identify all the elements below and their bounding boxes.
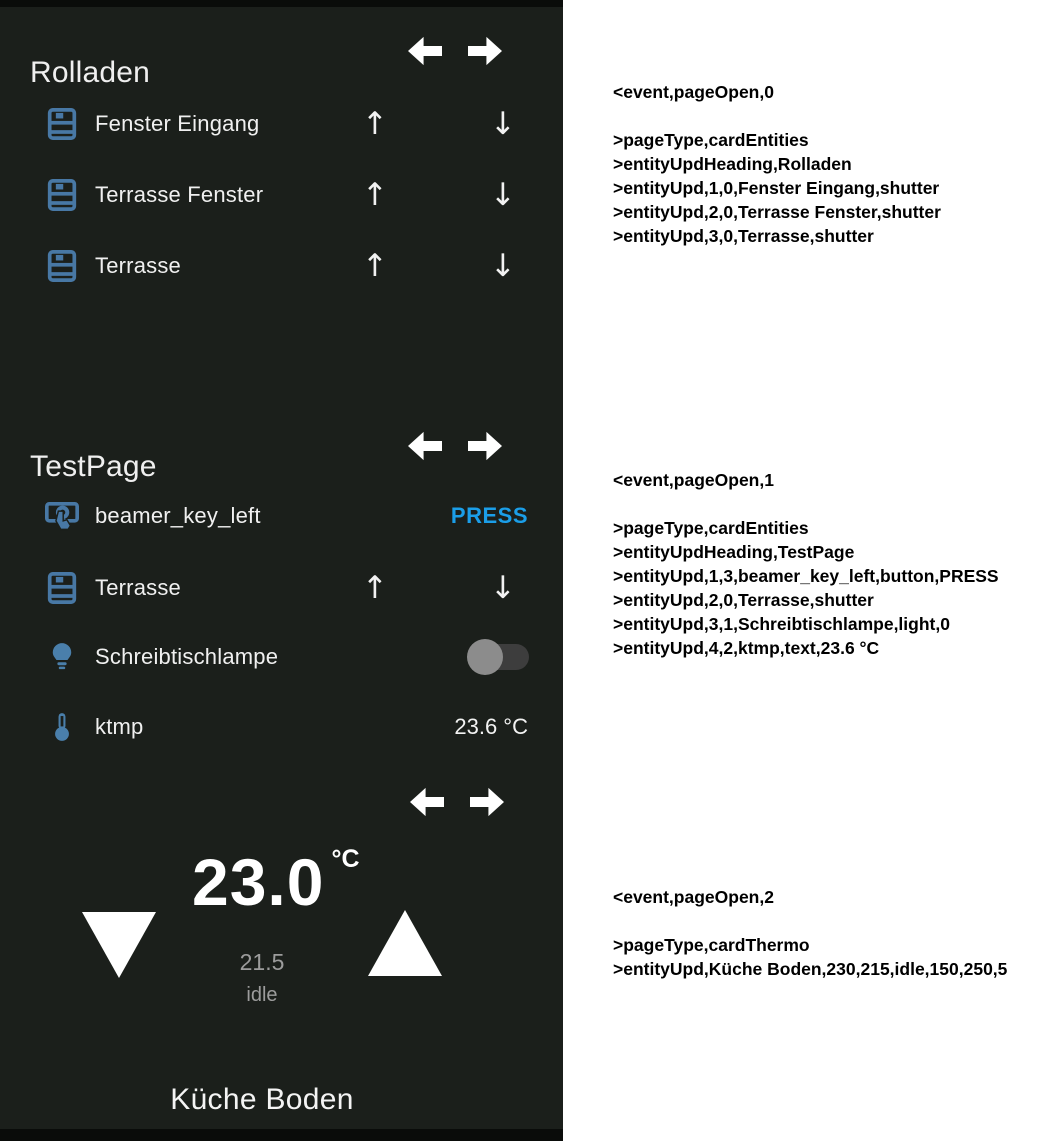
log-event-line: <event,pageOpen,1 — [613, 470, 774, 490]
arrow-right-icon — [470, 787, 504, 817]
arrow-left-icon — [408, 431, 442, 461]
log-line: >entityUpd,1,3,beamer_key_left,button,PRESS — [613, 566, 999, 586]
shutter-stop-button[interactable] — [418, 244, 458, 288]
window-shutter-icon — [44, 569, 80, 607]
entity-name: Schreibtischlampe — [95, 644, 279, 669]
entity-name: Fenster Eingang — [95, 111, 260, 136]
temperature-unit: °C — [331, 845, 360, 873]
entity-name: Terrasse Fenster — [95, 182, 264, 207]
entity-row — [0, 244, 563, 288]
screen-bezel-top — [0, 0, 563, 7]
shutter-up-button[interactable]: ↑ — [362, 570, 388, 606]
temp-up-button[interactable] — [368, 910, 442, 976]
gesture-tap-button-icon — [44, 497, 80, 535]
log-block-page0 — [613, 80, 941, 248]
nav-prev-button[interactable] — [408, 431, 442, 461]
log-line: >pageType,cardEntities — [613, 130, 809, 150]
press-button[interactable]: PRESS — [450, 503, 528, 528]
log-line: >pageType,cardThermo — [613, 935, 810, 955]
page-title: TestPage — [30, 450, 157, 484]
log-block-page1 — [613, 468, 999, 660]
entity-row — [0, 173, 563, 217]
entity-row — [0, 705, 563, 749]
log-line: >entityUpd,3,0,Terrasse,shutter — [613, 226, 874, 246]
log-block-page2 — [613, 885, 1007, 981]
shutter-stop-button[interactable] — [418, 566, 458, 610]
entity-row — [0, 566, 563, 610]
entity-row — [0, 635, 563, 679]
entity-name: ktmp — [95, 714, 144, 739]
log-line: >pageType,cardEntities — [613, 518, 809, 538]
shutter-up-button[interactable]: ↑ — [362, 106, 388, 142]
window-shutter-icon — [44, 176, 80, 214]
thermostat-name: Küche Boden — [170, 1083, 354, 1116]
screen-bezel-bottom — [0, 1129, 563, 1141]
shutter-down-button[interactable]: ↓ — [490, 177, 516, 213]
page-title: Rolladen — [30, 56, 151, 90]
entity-row — [0, 102, 563, 146]
shutter-stop-button[interactable] — [418, 102, 458, 146]
protocol-log-column — [563, 0, 1045, 1141]
window-shutter-icon — [44, 247, 80, 285]
log-line: >entityUpdHeading,Rolladen — [613, 154, 852, 174]
lightbulb-icon — [44, 638, 80, 676]
temp-down-button[interactable] — [82, 912, 156, 978]
nav-prev-button[interactable] — [410, 787, 444, 817]
arrow-right-icon — [468, 36, 502, 66]
hvac-status: idle — [246, 984, 278, 1006]
entity-name: beamer_key_left — [95, 503, 261, 528]
log-line: >entityUpd,3,1,Schreibtischlampe,light,0 — [613, 614, 950, 634]
entity-name: Terrasse — [95, 253, 181, 278]
log-line: >entityUpd,2,0,Terrasse,shutter — [613, 590, 874, 610]
setpoint-temperature: 21.5 — [239, 949, 285, 975]
shutter-stop-button[interactable] — [418, 173, 458, 217]
log-event-line: <event,pageOpen,0 — [613, 82, 774, 102]
log-line: >entityUpd,Küche Boden,230,215,idle,150,250,5 — [613, 959, 1008, 979]
log-line: >entityUpd,2,0,Terrasse Fenster,shutter — [613, 202, 941, 222]
shutter-down-button[interactable]: ↓ — [490, 106, 516, 142]
triangle-up-icon — [368, 910, 442, 976]
log-line: >entityUpd,1,0,Fenster Eingang,shutter — [613, 178, 940, 198]
current-temperature-value: 23.0 — [192, 845, 325, 919]
log-line: >entityUpd,4,2,ktmp,text,23.6 °C — [613, 638, 880, 658]
nav-prev-button[interactable] — [408, 36, 442, 66]
toggle-knob — [467, 639, 503, 675]
thermometer-icon — [44, 708, 80, 746]
nav-next-button[interactable] — [470, 787, 504, 817]
entity-value: 23.6 °C — [454, 714, 528, 739]
shutter-down-button[interactable]: ↓ — [490, 248, 516, 284]
nav-next-button[interactable] — [468, 36, 502, 66]
arrow-left-icon — [410, 787, 444, 817]
triangle-down-icon — [82, 912, 156, 978]
light-toggle-switch[interactable] — [469, 644, 529, 670]
nav-next-button[interactable] — [468, 431, 502, 461]
entity-name: Terrasse — [95, 575, 181, 600]
shutter-up-button[interactable]: ↑ — [362, 177, 388, 213]
current-temperature — [192, 845, 360, 919]
log-line: >entityUpdHeading,TestPage — [613, 542, 855, 562]
entity-row — [0, 494, 563, 538]
window-shutter-icon — [44, 105, 80, 143]
shutter-up-button[interactable]: ↑ — [362, 248, 388, 284]
shutter-down-button[interactable]: ↓ — [490, 570, 516, 606]
arrow-left-icon — [408, 36, 442, 66]
log-event-line: <event,pageOpen,2 — [613, 887, 774, 907]
arrow-right-icon — [468, 431, 502, 461]
